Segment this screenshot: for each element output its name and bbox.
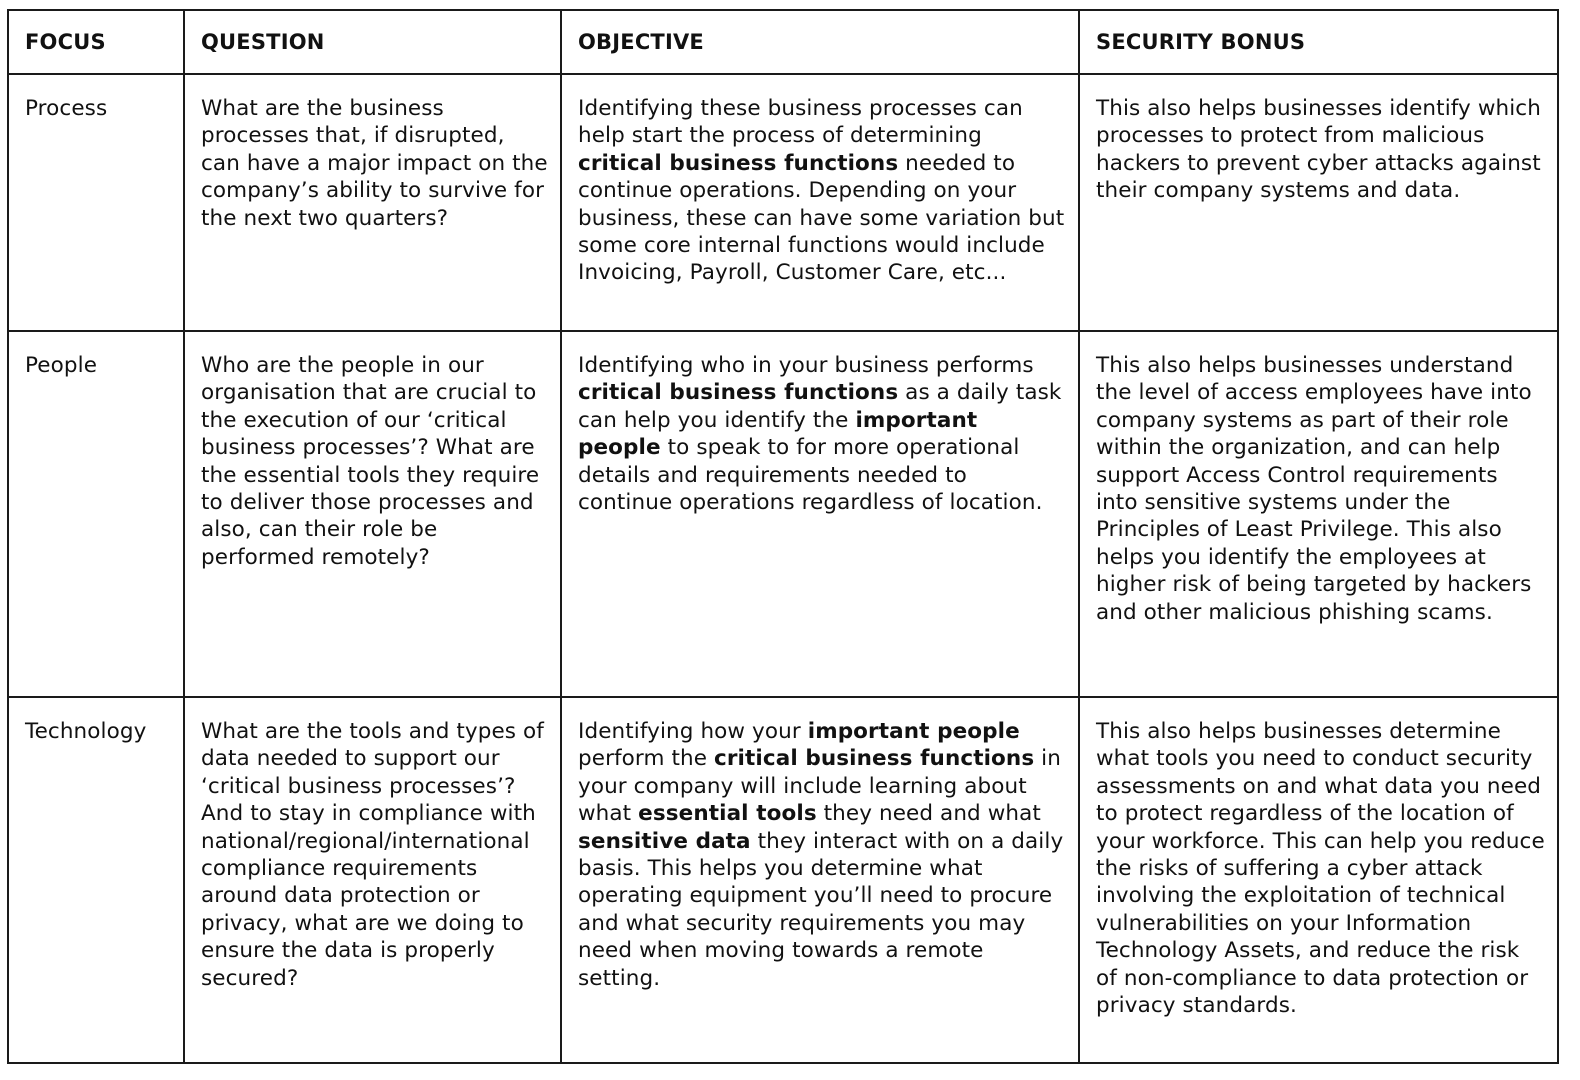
table-row xyxy=(8,697,1558,1063)
emphasis-text: critical business functions xyxy=(714,746,1035,772)
emphasis-text: important people xyxy=(807,719,1020,744)
objective-cell xyxy=(561,697,1079,1063)
emphasis-text: essential tools xyxy=(638,801,817,827)
table-row xyxy=(8,74,1558,331)
security-bonus-cell: This also helps businesses determine what tools you need to conduct security assessments on and what data you need to protect regardless of the location of your workforce. This can help you reduce the risks of suffering a cyber attack involving the exploitation of technical vulnerabilities on your Information Technology Assets, and reduce the risk of non-compliance to data protection or privacy standards. xyxy=(1079,697,1558,1063)
security-bonus-cell: This also helps businesses understand the level of access employees have into company systems as part of their role within the organization, and can help support Access Control requirements into sensitive systems under the Principles of Least Privilege. This also helps you identify the employees at higher risk of being targeted by hackers and other malicious phishing scams. xyxy=(1079,331,1558,697)
objective-text: Identifying these business processes can help start the process of determining xyxy=(578,96,1023,149)
emphasis-text: sensitive data xyxy=(578,828,751,854)
header-focus: FOCUS xyxy=(8,10,184,74)
objective-text: to speak to for more operational details and requirements needed to continue operations regardless of location. xyxy=(578,435,1043,516)
header-row xyxy=(8,10,1558,74)
header-security-bonus: SECURITY BONUS xyxy=(1079,10,1558,74)
question-cell: What are the business processes that, if disrupted, can have a major impact on the company’s ability to survive for the next two quarters? xyxy=(184,74,561,331)
objective-text: Identifying how your xyxy=(578,719,808,744)
focus-cell: Process xyxy=(8,74,184,331)
table-row xyxy=(8,331,1558,697)
objective-text: they need and what xyxy=(816,801,1041,827)
objective-text: in your company will include learning about what xyxy=(578,746,1061,827)
objective-text: needed to continue operations. Depending on your business, these can have some variation but some core internal functions would include Invoicing, Payroll, Customer Care, etc... xyxy=(578,150,1065,286)
header-question: QUESTION xyxy=(184,10,561,74)
objective-cell xyxy=(561,74,1079,331)
question-cell: Who are the people in our organisation that are crucial to the execution of our ‘critical business processes’? What are the essential tools they require to deliver those processes and also, can their role be performed remotely? xyxy=(184,331,561,697)
security-bonus-cell: This also helps businesses identify which processes to protect from malicious hackers to prevent cyber attacks against their company systems and data. xyxy=(1079,74,1558,331)
emphasis-text: important people xyxy=(578,407,978,461)
objective-text: Identifying who in your business performs xyxy=(578,353,1034,378)
objective-text: perform the xyxy=(578,746,714,772)
objective-cell xyxy=(561,331,1079,697)
emphasis-text: critical business functions xyxy=(578,380,899,406)
objective-text: as a daily task can help you identify the xyxy=(578,380,1062,433)
objective-text: they interact with on a daily basis. This helps you determine what operating equipment you’ll need to procure and what security requirements you may need when moving towards a remote setting. xyxy=(578,828,1064,991)
focus-question-table xyxy=(7,9,1559,1064)
emphasis-text: critical business functions xyxy=(578,150,899,176)
focus-cell: Technology xyxy=(8,697,184,1063)
header-objective: OBJECTIVE xyxy=(561,10,1079,74)
focus-cell: People xyxy=(8,331,184,697)
question-cell: What are the tools and types of data needed to support our ‘critical business processes’? And to stay in compliance with national/regional/international compliance requirements around data protection or privacy, what are we doing to ensure the data is properly secured? xyxy=(184,697,561,1063)
